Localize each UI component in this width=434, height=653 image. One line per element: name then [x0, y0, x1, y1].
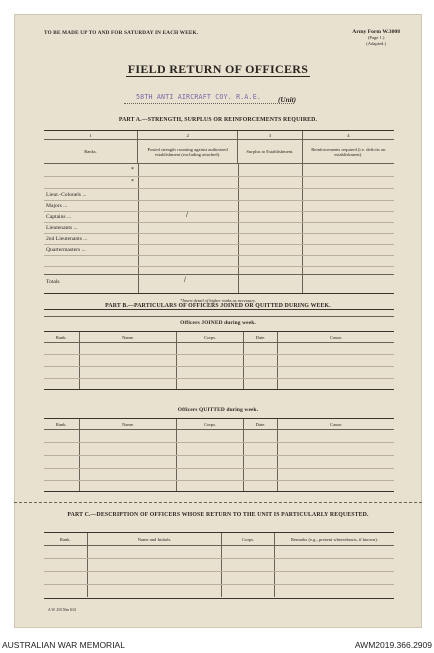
part-a-footnote: *Insert detail of higher ranks as necessary.	[180, 298, 256, 303]
form-page: (Page 1.)	[367, 35, 385, 40]
footer-accession-number: AWM2019.366.2909	[354, 640, 432, 650]
col-number: 2	[138, 131, 238, 139]
col-name: Name.	[79, 419, 177, 429]
dashed-separator	[14, 502, 422, 503]
quitted-title: Officers QUITTED during week.	[177, 407, 259, 413]
col-rank: Rank.	[55, 334, 67, 340]
totals-tally-mark: /	[184, 277, 186, 284]
form-sheet	[14, 14, 422, 628]
joined-table	[44, 332, 394, 389]
col-remarks: Remarks (e.g., present whereabouts, if known).	[274, 533, 394, 545]
col-corps: Corps.	[222, 533, 275, 545]
joined-title: Officers JOINED during week.	[180, 320, 256, 326]
col-number: 3	[238, 131, 302, 139]
part-b-heading: PART B.—PARTICULARS OF OFFICERS JOINED OR QUITTED DURING WEEK.	[105, 303, 331, 309]
col-number: 4	[302, 131, 394, 139]
col-name-initials: Name and Initials.	[87, 533, 222, 545]
form-number: Army Form W.3008	[352, 29, 400, 35]
part-c-header-rule	[44, 545, 394, 546]
col-header-ranks: Ranks.	[84, 149, 97, 154]
header-instruction: TO BE MADE UP TO AND FOR SATURDAY IN EACH WEEK.	[44, 30, 199, 36]
col-corps: Corps.	[177, 419, 243, 429]
rank-label: Captains ...	[46, 214, 72, 220]
rank-label: Majors ...	[46, 203, 68, 209]
unit-stamp: 58TH ANTI AIRCRAFT COY. R.A.E.	[136, 93, 262, 101]
form-number-block	[352, 29, 400, 47]
col-cause: Cause.	[278, 332, 394, 342]
part-a-bottom-rule	[44, 293, 394, 294]
form-adapted: (Adapted.)	[366, 41, 387, 46]
part-a-col-headers	[44, 140, 394, 163]
rank-label: Lieutenants ...	[46, 225, 78, 231]
captains-tally-mark: /	[186, 212, 188, 219]
totals-top-rule	[44, 274, 394, 275]
col-header-surplus: Surplus to Establishment.	[238, 140, 303, 163]
joined-bottom-rule	[44, 389, 394, 390]
footer-credit: AUSTRALIAN WAR MEMORIAL	[2, 640, 125, 650]
col-cause: Cause.	[278, 419, 394, 429]
form-title: FIELD RETURN OF OFFICERS	[127, 62, 309, 76]
print-code: A.W. 250 50m 8/41	[48, 608, 77, 612]
quitted-header-rule	[44, 429, 394, 430]
rank-label: Lieut.-Colonels ...	[46, 192, 87, 198]
col-name: Name.	[79, 332, 177, 342]
totals-label: Totals	[46, 279, 60, 285]
unit-label: (Unit)	[278, 96, 296, 104]
quitted-bottom-rule	[44, 491, 394, 492]
joined-header-rule	[44, 342, 394, 343]
part-a-header-rule	[44, 163, 394, 164]
part-a-heading: PART A.—STRENGTH, SURPLUS OR REINFORCEMENTS REQUIRED.	[118, 117, 318, 123]
rank-label: 2nd Lieutenants ...	[46, 236, 88, 242]
col-date: Date.	[243, 419, 278, 429]
col-number: 1	[89, 132, 92, 138]
col-header-posted: Posted strength counting against authorized establishment (excluding attached).	[138, 140, 238, 163]
col-rank: Rank.	[59, 536, 71, 542]
col-rank: Rank.	[55, 421, 67, 427]
part-b-heading-rule	[44, 316, 394, 317]
part-c-bottom-rule	[44, 598, 394, 599]
part-b-top-rule	[44, 309, 394, 310]
col-header-reinforcements: Reinforcements required (i.e. deficits on establishment).	[302, 140, 394, 163]
rank-label: Quartermasters ...	[46, 247, 86, 253]
asterisk-mark: *	[131, 167, 134, 173]
part-c-heading: PART C.—DESCRIPTION OF OFFICERS WHOSE RETURN TO THE UNIT IS PARTICULARLY REQUESTED.	[67, 512, 369, 518]
col-date: Date.	[243, 332, 278, 342]
asterisk-mark: *	[131, 179, 134, 185]
col-corps: Corps.	[177, 332, 243, 342]
part-c-table	[44, 533, 394, 597]
part-a-header-table	[44, 131, 394, 139]
